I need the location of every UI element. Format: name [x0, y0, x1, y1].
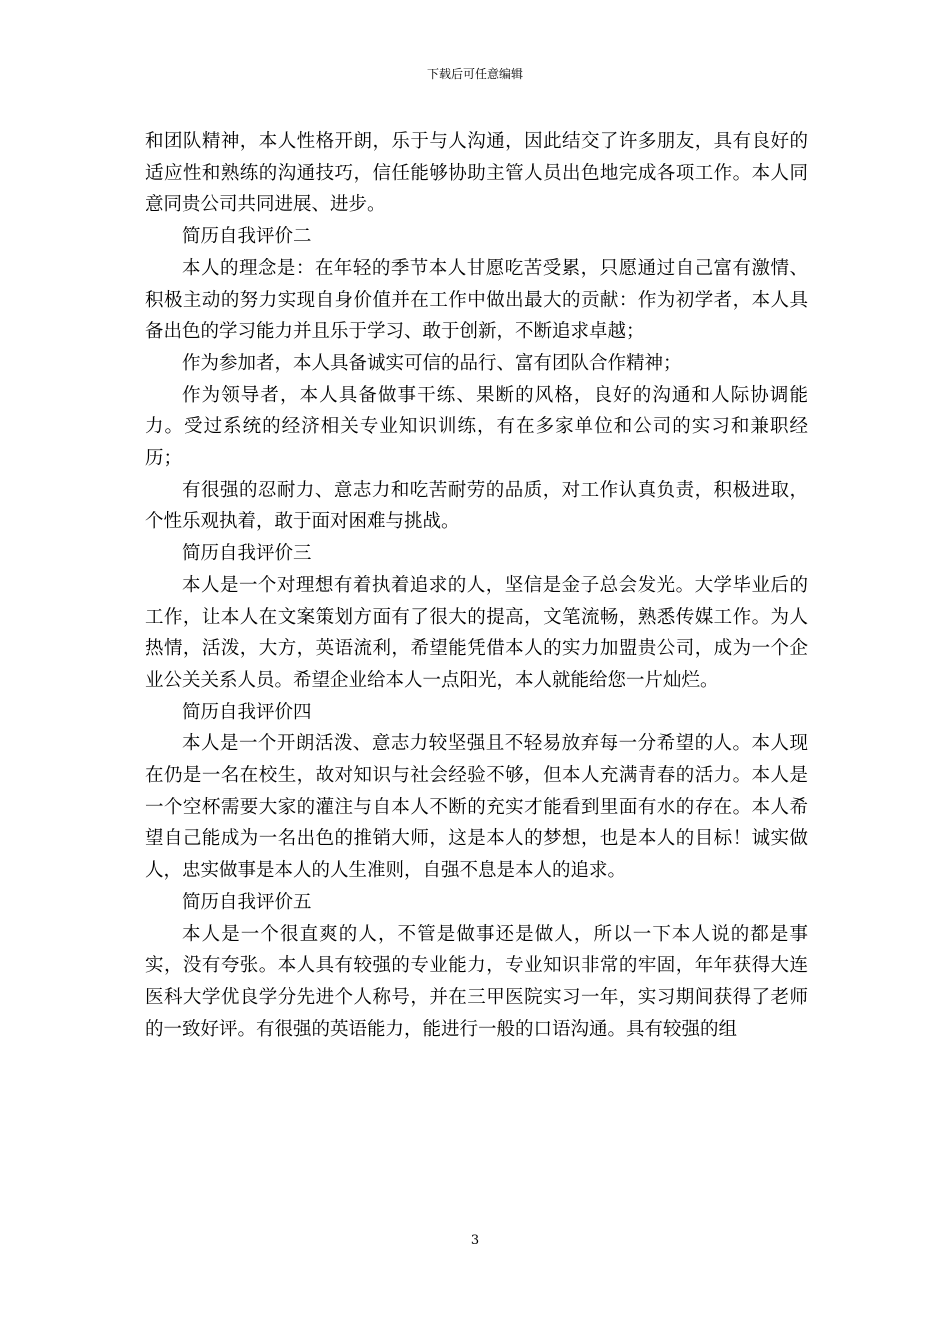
- section-heading-evaluation-3: 简历自我评价三: [182, 543, 312, 565]
- paragraph-continuation: 和团队精神，本人性格开朗，乐于与人沟通，因此结交了许多朋友，具有良好的适应性和熟练的沟通技巧，信任能够协助主管人员出色地完成各项工作。本人同意同贵公司共同进展、进步。: [145, 131, 808, 216]
- page-number: 3: [470, 1233, 480, 1248]
- paragraph: 本人是一个很直爽的人，不管是做事还是做人，所以一下本人说的都是事实，没有夸张。本人具有较强的专业能力，专业知识非常的牢固，年年获得大连医科大学优良学分先进个人称号，并在三甲医院实习一年，实习期间获得了老师的一致好评。有很强的英语能力，能进行一般的口语沟通。具有较强的组: [145, 923, 808, 1040]
- paragraph: 本人是一个开朗活泼、意志力较坚强且不轻易放弃每一分希望的人。本人现在仍是一名在校生，故对知识与社会经验不够，但本人充满青春的活力。本人是一个空杯需要大家的灌注与自本人不断的充实才能看到里面有水的存在。本人希望自己能成为一名出色的推销大师，这是本人的梦想，也是本人的目标！诚实做人，忠实做事是本人的人生准则，自强不息是本人的追求。: [145, 733, 808, 882]
- section-heading-evaluation-2: 简历自我评价二: [182, 226, 312, 248]
- paragraph: 本人的理念是：在年轻的季节本人甘愿吃苦受累，只愿通过自己富有激情、积极主动的努力实现自身价值并在工作中做出最大的贡献：作为初学者，本人具备出色的学习能力并且乐于学习、敢于创新，不断追求卓越；: [145, 257, 808, 343]
- section-heading-evaluation-4: 简历自我评价四: [182, 701, 312, 723]
- paragraph: 有很强的忍耐力、意志力和吃苦耐劳的品质，对工作认真负责，积极进取，个性乐观执着，敢于面对困难与挑战。: [145, 479, 808, 533]
- document-body: [145, 126, 808, 1045]
- paragraph: 本人是一个对理想有着执着追求的人，坚信是金子总会发光。大学毕业后的工作，让本人在文案策划方面有了很大的提高，文笔流畅，熟悉传媒工作。为人热情，活泼，大方，英语流利，希望能凭借本人的实力加盟贵公司，成为一个企业公关关系人员。希望企业给本人一点阳光，本人就能给您一片灿烂。: [145, 574, 808, 691]
- paragraph: 作为参加者，本人具备诚实可信的品行、富有团队合作精神；: [182, 352, 682, 374]
- page-header-note: 下载后可任意编辑: [426, 67, 523, 81]
- section-heading-evaluation-5: 简历自我评价五: [182, 891, 312, 913]
- paragraph: 作为领导者，本人具备做事干练、果断的风格，良好的沟通和人际协调能力。受过系统的经济相关专业知识训练，有在多家单位和公司的实习和兼职经历；: [145, 384, 808, 470]
